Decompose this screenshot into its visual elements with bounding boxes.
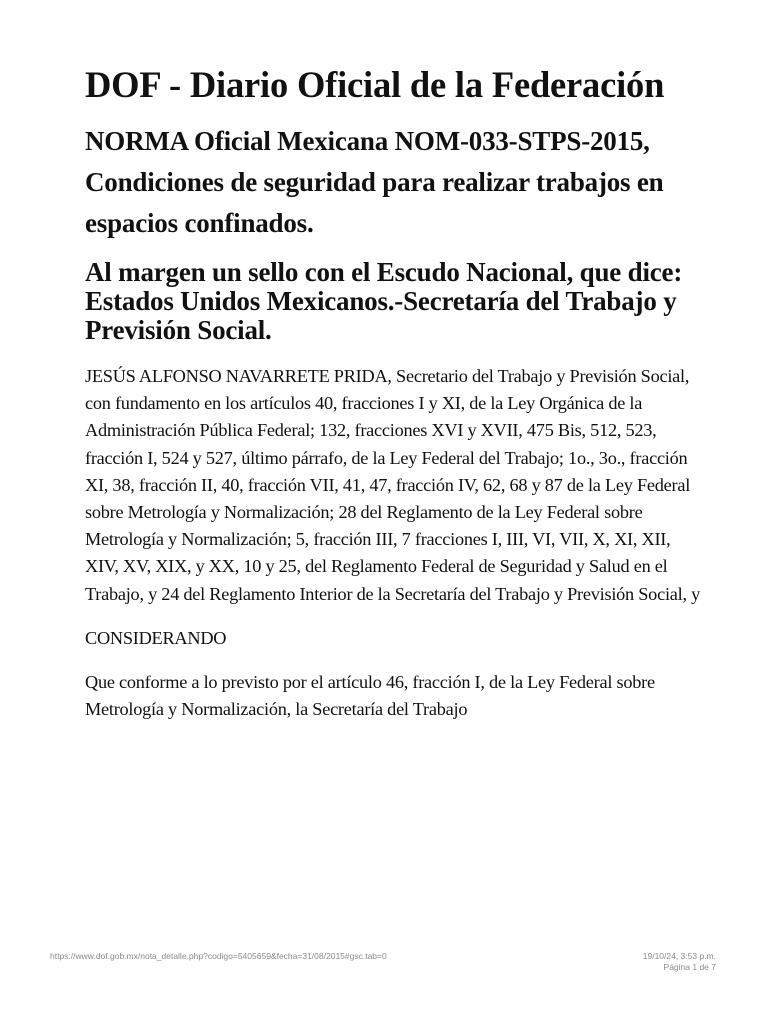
footer-page-number: Página 1 de 7 [663,962,716,972]
site-title: DOF - Diario Oficial de la Federación [85,64,665,105]
preamble-paragraph: JESÚS ALFONSO NAVARRETE PRIDA, Secretario del Trabajo y Previsión Social, con fundamento en los artículos 40, fracciones I y XI, de la Ley Orgánica de la Administración Pública Federal; 132, fracciones XVI y XVII, 475 Bis, 512, 523, fracción I, 524 y 527, último párrafo, de la Ley Federal del Trabajo; 1o., 3o., fracción XI, 38, fracción II, 40, fracción VII, 41, 47, fracción IV, 62, 68 y 87 de la Ley Federal sobre Metrología y Normalización; 28 del Reglamento de la Ley Federal sobre Metrología y Normalización; 5, fracción III, 7 fracciones I, III, VI, VII, X, XI, XII, XIV, XV, XIX, y XX, 10 y 25, del Reglamento Federal de Seguridad y Salud en el Trabajo, y 24 del Reglamento Interior de la Secretaría del Trabajo y Previsión Social, y [85,366,700,604]
considerando-paragraph: Que conforme a lo previsto por el artículo 46, fracción I, de la Ley Federal sobre Metrología y Normalización, la Secretaría del Trabajo [85,672,655,720]
footer-meta [643,951,716,973]
footer-datetime: 19/10/24, 3:53 p.m. [642,951,716,961]
seal-heading: Al margen un sello con el Escudo Nacional, que dice: Estados Unidos Mexicanos.-Secretaría del Trabajo y Previsión Social. [85,257,683,345]
considerando-heading: CONSIDERANDO [85,627,227,648]
norma-title: NORMA Oficial Mexicana NOM-033-STPS-2015, Condiciones de seguridad para realizar trabajos en espacios confinados. [85,126,664,238]
footer-url: https://www.dof.gob.mx/nota_detalle.php?codigo=5405659&fecha=31/08/2015#gsc.tab=0 [50,951,387,961]
document-body [85,62,705,723]
